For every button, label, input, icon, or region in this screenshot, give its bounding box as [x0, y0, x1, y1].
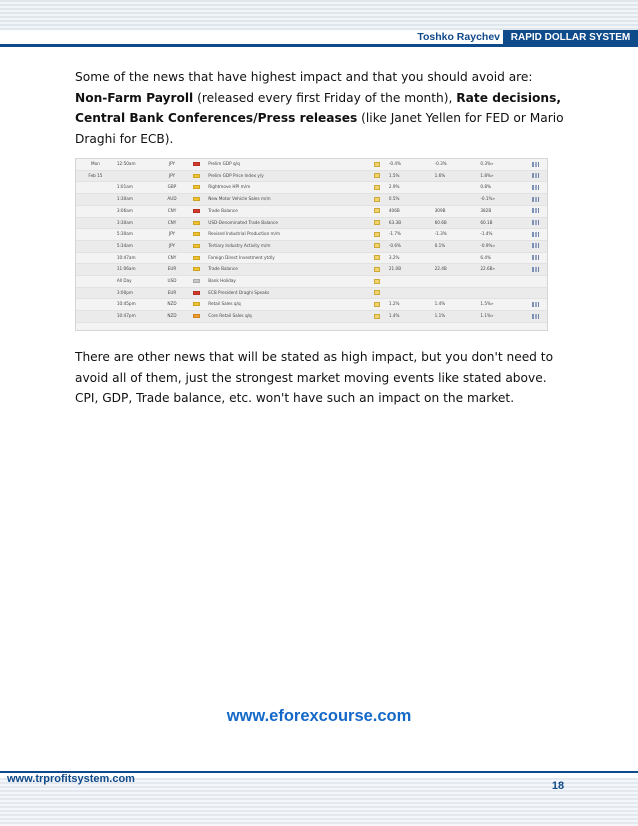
calendar-graph	[524, 264, 547, 276]
detail-folder-icon[interactable]	[374, 208, 380, 213]
calendar-row	[76, 311, 547, 323]
intro-paragraph	[75, 67, 565, 149]
detail-folder-icon[interactable]	[374, 267, 380, 272]
detail-folder-icon[interactable]	[374, 290, 380, 295]
calendar-time: 10:47pm	[115, 311, 158, 323]
calendar-graph	[524, 276, 547, 288]
calendar-actual: 406B	[387, 205, 433, 217]
calendar-graph	[524, 252, 547, 264]
calendar-currency: NZD	[158, 311, 185, 323]
calendar-previous: -0.9%»	[478, 240, 524, 252]
calendar-previous: 0.3%»	[478, 159, 524, 170]
impact-folder-icon	[193, 302, 200, 306]
calendar-event: Trade Balance	[206, 205, 366, 217]
calendar-impact	[186, 205, 207, 217]
calendar-actual: 1.2%	[387, 299, 433, 311]
calendar-impact	[186, 299, 207, 311]
detail-folder-icon[interactable]	[374, 255, 380, 260]
calendar-forecast	[433, 182, 479, 194]
calendar-graph	[524, 217, 547, 229]
calendar-time: 10:47am	[115, 252, 158, 264]
calendar-impact	[186, 252, 207, 264]
calendar-forecast	[433, 287, 479, 299]
calendar-row	[76, 205, 547, 217]
calendar-event: Prelim GDP Price Index y/y	[206, 170, 366, 182]
detail-folder-icon[interactable]	[374, 302, 380, 307]
calendar-forecast: 1.4%	[433, 299, 479, 311]
calendar-impact	[186, 194, 207, 206]
detail-folder-icon[interactable]	[374, 243, 380, 248]
calendar-forecast: 1.1%	[433, 311, 479, 323]
calendar-event: USD-Denominated Trade Balance	[206, 217, 366, 229]
calendar-currency: JPY	[158, 159, 185, 170]
calendar-previous: 1.1%»	[478, 311, 524, 323]
detail-folder-icon[interactable]	[374, 185, 380, 190]
bar-chart-icon[interactable]	[532, 302, 539, 307]
calendar-impact	[186, 170, 207, 182]
calendar-actual	[387, 276, 433, 288]
calendar-event: Rightmove HPI m/m	[206, 182, 366, 194]
detail-folder-icon[interactable]	[374, 314, 380, 319]
calendar-time: 10:45pm	[115, 299, 158, 311]
calendar-forecast	[433, 194, 479, 206]
impact-folder-icon	[193, 162, 200, 166]
calendar-time: 11:06am	[115, 264, 158, 276]
calendar-event: Trade Balance	[206, 264, 366, 276]
calendar-graph	[524, 229, 547, 241]
calendar-day	[76, 217, 115, 229]
calendar-previous: 6.4%	[478, 252, 524, 264]
calendar-time	[115, 170, 158, 182]
calendar-day	[76, 311, 115, 323]
detail-folder-icon[interactable]	[374, 162, 380, 167]
calendar-impact	[186, 276, 207, 288]
bar-chart-icon[interactable]	[532, 162, 539, 167]
calendar-graph	[524, 194, 547, 206]
calendar-time: 1:01am	[115, 182, 158, 194]
calendar-previous: 0.8%	[478, 182, 524, 194]
calendar-previous: 382B	[478, 205, 524, 217]
calendar-graph	[524, 159, 547, 170]
course-website[interactable]: www.eforexcourse.com	[226, 707, 412, 725]
calendar-row	[76, 299, 547, 311]
calendar-impact	[186, 311, 207, 323]
bar-chart-icon[interactable]	[532, 173, 539, 178]
calendar-impact	[186, 159, 207, 170]
calendar-day	[76, 252, 115, 264]
calendar-graph	[524, 205, 547, 217]
calendar-day	[76, 264, 115, 276]
calendar-currency: EUR	[158, 287, 185, 299]
calendar-actual: 1.5%	[387, 170, 433, 182]
impact-folder-icon	[193, 197, 200, 201]
calendar-detail	[366, 287, 387, 299]
impact-folder-icon	[193, 221, 200, 225]
calendar-previous: 1.5%»	[478, 299, 524, 311]
calendar-time: 1:30am	[115, 194, 158, 206]
calendar-event: Foreign Direct Investment ytd/y	[206, 252, 366, 264]
calendar-actual	[387, 287, 433, 299]
calendar-previous: -0.1%»	[478, 194, 524, 206]
nfp-note: (released every first Friday of the month),	[193, 90, 457, 105]
calendar-day	[76, 276, 115, 288]
calendar-event: Tertiary Industry Activity m/m	[206, 240, 366, 252]
economic-calendar-image	[75, 158, 548, 331]
calendar-detail	[366, 299, 387, 311]
bar-chart-icon[interactable]	[532, 314, 539, 319]
calendar-actual: 0.5%	[387, 194, 433, 206]
bar-chart-icon[interactable]	[532, 220, 539, 225]
calendar-previous: 22.6B»	[478, 264, 524, 276]
header-author: Toshko Raychev	[417, 31, 500, 43]
calendar-row	[76, 264, 547, 276]
calendar-detail	[366, 311, 387, 323]
calendar-detail	[366, 194, 387, 206]
calendar-actual: -0.4%	[387, 159, 433, 170]
calendar-actual: -1.7%	[387, 229, 433, 241]
calendar-currency: CNY	[158, 217, 185, 229]
calendar-actual: 21.0B	[387, 264, 433, 276]
calendar-event: Retail Sales q/q	[206, 299, 366, 311]
calendar-day	[76, 182, 115, 194]
calendar-impact	[186, 240, 207, 252]
calendar-currency: JPY	[158, 240, 185, 252]
calendar-previous: 60.1B	[478, 217, 524, 229]
calendar-forecast: 60.6B	[433, 217, 479, 229]
header-rule	[0, 44, 638, 47]
rate-highlight: Rate decisions, Central Bank Conferences/Press releases	[75, 90, 561, 125]
calendar-row	[76, 159, 547, 170]
calendar-forecast: 0.1%	[433, 240, 479, 252]
calendar-impact	[186, 217, 207, 229]
impact-folder-icon	[193, 279, 200, 283]
calendar-row	[76, 217, 547, 229]
calendar-detail	[366, 240, 387, 252]
calendar-time: 3:00pm	[115, 287, 158, 299]
calendar-detail	[366, 170, 387, 182]
calendar-actual: 2.9%	[387, 182, 433, 194]
calendar-time: All Day	[115, 276, 158, 288]
calendar-event: Prelim GDP q/q	[206, 159, 366, 170]
bar-chart-icon[interactable]	[532, 208, 539, 213]
intro-text: Some of the news that have highest impact and that you should avoid are:	[75, 70, 533, 84]
calendar-forecast	[433, 252, 479, 264]
calendar-forecast: 1.6%	[433, 170, 479, 182]
calendar-currency: AUD	[158, 194, 185, 206]
calendar-day: Mon	[76, 159, 115, 170]
calendar-detail	[366, 182, 387, 194]
calendar-time: 12:50am	[115, 159, 158, 170]
calendar-currency: JPY	[158, 229, 185, 241]
calendar-currency: CNY	[158, 205, 185, 217]
bar-chart-icon[interactable]	[532, 197, 539, 202]
nfp-highlight: Non-Farm Payroll	[75, 90, 194, 105]
calendar-impact	[186, 287, 207, 299]
calendar-row	[76, 194, 547, 206]
calendar-graph	[524, 311, 547, 323]
bar-chart-icon[interactable]	[532, 267, 539, 272]
bar-chart-icon[interactable]	[532, 255, 539, 260]
calendar-currency: NZD	[158, 299, 185, 311]
calendar-day	[76, 194, 115, 206]
impact-folder-icon	[193, 314, 200, 318]
footer-website[interactable]: www.trprofitsystem.com	[7, 773, 135, 785]
calendar-currency: USD	[158, 276, 185, 288]
calendar-currency: CNY	[158, 252, 185, 264]
calendar-row	[76, 287, 547, 299]
calendar-currency: EUR	[158, 264, 185, 276]
calendar-forecast: 22.4B	[433, 264, 479, 276]
calendar-actual: 3.2%	[387, 252, 433, 264]
calendar-row	[76, 229, 547, 241]
calendar-day	[76, 287, 115, 299]
calendar-detail	[366, 159, 387, 170]
calendar-event: Revised Industrial Production m/m	[206, 229, 366, 241]
calendar-event: ECB President Draghi Speaks	[206, 287, 366, 299]
calendar-time: 5:34am	[115, 240, 158, 252]
calendar-detail	[366, 229, 387, 241]
calendar-detail	[366, 252, 387, 264]
calendar-forecast: -0.3%	[433, 159, 479, 170]
calendar-forecast: -1.3%	[433, 229, 479, 241]
calendar-graph	[524, 170, 547, 182]
calendar-detail	[366, 276, 387, 288]
calendar-impact	[186, 182, 207, 194]
bar-chart-icon[interactable]	[532, 232, 539, 237]
calendar-row	[76, 182, 547, 194]
bar-chart-icon[interactable]	[532, 243, 539, 248]
calendar-currency: JPY	[158, 170, 185, 182]
calendar-previous	[478, 276, 524, 288]
impact-folder-icon	[193, 174, 200, 178]
calendar-table	[76, 159, 547, 323]
calendar-forecast: 309B	[433, 205, 479, 217]
impact-folder-icon	[193, 291, 200, 295]
calendar-time: 3:06am	[115, 205, 158, 217]
calendar-time: 5:30am	[115, 229, 158, 241]
calendar-forecast	[433, 276, 479, 288]
calendar-impact	[186, 229, 207, 241]
calendar-previous: 1.8%»	[478, 170, 524, 182]
detail-folder-icon[interactable]	[374, 197, 380, 202]
calendar-actual: 63.3B	[387, 217, 433, 229]
detail-folder-icon[interactable]	[374, 232, 380, 237]
impact-folder-icon	[193, 185, 200, 189]
calendar-actual: -0.6%	[387, 240, 433, 252]
impact-folder-icon	[193, 244, 200, 248]
calendar-event: Core Retail Sales q/q	[206, 311, 366, 323]
calendar-graph	[524, 182, 547, 194]
calendar-day: Feb 15	[76, 170, 115, 182]
header-title: RAPID DOLLAR SYSTEM	[503, 30, 638, 45]
calendar-graph	[524, 287, 547, 299]
calendar-previous	[478, 287, 524, 299]
detail-folder-icon[interactable]	[374, 173, 380, 178]
rate-note: (like Janet Yellen for FED or Mario Draghi for ECB).	[75, 111, 564, 146]
detail-folder-icon[interactable]	[374, 220, 380, 225]
calendar-time: 3:30am	[115, 217, 158, 229]
impact-folder-icon	[193, 232, 200, 236]
second-paragraph: There are other news that will be stated as high impact, but you don't need to avoid all of them, just the strongest market moving events like stated above. CPI, GDP, Trade balance, etc. won't have such an impact on the market.	[75, 350, 554, 405]
calendar-day	[76, 229, 115, 241]
page-number: 18	[551, 780, 565, 792]
detail-folder-icon[interactable]	[374, 279, 380, 284]
calendar-row	[76, 240, 547, 252]
calendar-currency: GBP	[158, 182, 185, 194]
bar-chart-icon[interactable]	[532, 185, 539, 190]
calendar-day	[76, 299, 115, 311]
calendar-day	[76, 205, 115, 217]
impact-folder-icon	[193, 209, 200, 213]
calendar-day	[76, 240, 115, 252]
calendar-detail	[366, 264, 387, 276]
calendar-detail	[366, 217, 387, 229]
calendar-graph	[524, 240, 547, 252]
impact-folder-icon	[193, 267, 200, 271]
calendar-row	[76, 252, 547, 264]
calendar-row	[76, 276, 547, 288]
impact-folder-icon	[193, 256, 200, 260]
calendar-event: New Motor Vehicle Sales m/m	[206, 194, 366, 206]
calendar-actual: 1.4%	[387, 311, 433, 323]
calendar-detail	[366, 205, 387, 217]
calendar-graph	[524, 299, 547, 311]
calendar-event: Bank Holiday	[206, 276, 366, 288]
header-band	[0, 0, 638, 30]
calendar-previous: -1.4%	[478, 229, 524, 241]
calendar-row	[76, 170, 547, 182]
calendar-impact	[186, 264, 207, 276]
